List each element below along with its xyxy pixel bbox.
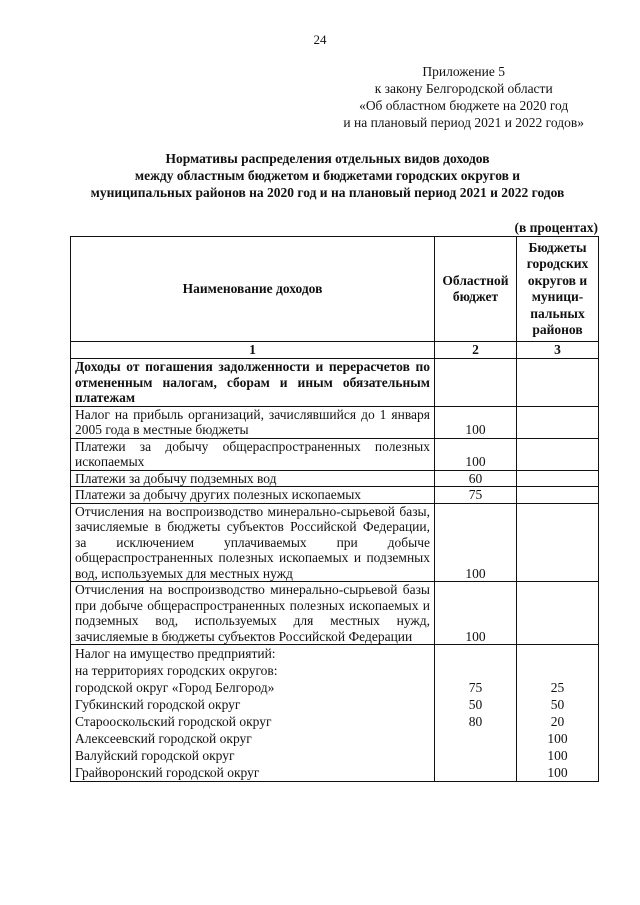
property-tax-subheading: на территориях городских округов: <box>75 663 278 678</box>
revenue-norms-table <box>70 236 599 782</box>
regional-share <box>435 359 517 407</box>
district-name: Алексеевский городской округ <box>75 731 252 746</box>
municipal-share <box>517 487 599 504</box>
municipal-share: 50 <box>550 697 565 712</box>
table-header-row <box>71 237 599 342</box>
revenue-name: Платежи за добычу общераспространенных полезных ископаемых <box>71 438 435 470</box>
appendix-block <box>343 63 584 131</box>
regional-share: 60 <box>435 470 517 487</box>
table-row <box>71 503 599 582</box>
header-text: районов <box>532 322 583 337</box>
district-name: городской округ «Город Белгород» <box>75 680 275 695</box>
header-municipal-budgets <box>517 237 599 342</box>
appendix-line: и на плановый период 2021 и 2022 годов» <box>343 115 584 130</box>
table-row <box>71 582 599 645</box>
revenue-name: Доходы от погашения задолженности и перерасчетов по отмененным налогам, сборам и иным обязательным платежам <box>71 359 435 407</box>
property-tax-names <box>71 645 435 782</box>
municipal-share: 100 <box>547 748 568 763</box>
appendix-line: «Об областном бюджете на 2020 год <box>359 98 569 113</box>
municipal-share: 100 <box>547 731 568 746</box>
regional-share <box>439 764 512 781</box>
header-text: муници- <box>531 289 584 304</box>
district-name: Грайворонский городской округ <box>75 765 260 780</box>
table-row <box>71 438 599 470</box>
column-number: 1 <box>71 342 435 359</box>
header-text: бюджет <box>452 289 499 304</box>
regional-share: 100 <box>435 438 517 470</box>
district-name: Губкинский городской округ <box>75 697 241 712</box>
regional-share <box>439 730 512 747</box>
district-name: Старооскольский городской округ <box>75 714 272 729</box>
municipal-share: 100 <box>547 765 568 780</box>
regional-share: 80 <box>468 714 483 729</box>
regional-share: 100 <box>435 503 517 582</box>
regional-share: 75 <box>435 487 517 504</box>
column-number: 2 <box>435 342 517 359</box>
header-text: округов и <box>527 272 588 288</box>
revenue-name: Платежи за добычу подземных вод <box>71 470 435 487</box>
regional-share: 100 <box>435 582 517 645</box>
appendix-line: Приложение 5 <box>422 64 505 79</box>
district-name: Валуйский городской округ <box>75 748 235 763</box>
appendix-line: к закону Белгородской области <box>374 81 553 96</box>
municipal-share: 20 <box>550 714 565 729</box>
revenue-name: Отчисления на воспроизводство минерально-сырьевой базы, зачисляемые в бюджеты субъектов Российской Федерации, за исключением уплачиваемых при добыче общераспространенных полезных ископаемых и подземных вод, используемых для местных нужд <box>71 503 435 582</box>
municipal-share <box>517 438 599 470</box>
regional-share: 50 <box>468 697 483 712</box>
revenue-name: Отчисления на воспроизводство минерально-сырьевой базы при добыче общераспространенных полезных ископаемых и подземных вод, используемых для местных нужд, зачисляемые в бюджеты субъектов Российской Федерации <box>71 582 435 645</box>
municipal-share <box>517 359 599 407</box>
column-number: 3 <box>517 342 599 359</box>
units-note: (в процентах) <box>514 220 598 235</box>
header-regional-budget <box>435 237 517 342</box>
municipal-share <box>517 406 599 438</box>
page-number: 24 <box>313 32 327 47</box>
title-line: Нормативы распределения отдельных видов доходов <box>165 151 490 166</box>
property-tax-heading: Налог на имущество предприятий: <box>75 646 276 661</box>
table-row <box>71 487 599 504</box>
document-title <box>40 150 615 201</box>
header-text: Областной <box>442 272 509 288</box>
regional-share: 75 <box>468 680 483 695</box>
municipal-share <box>517 503 599 582</box>
table-row <box>71 359 599 407</box>
header-text: пальных <box>530 305 585 321</box>
header-text: городских <box>526 256 589 271</box>
municipal-share <box>517 582 599 645</box>
title-line: между областным бюджетом и бюджетами городских округов и <box>134 168 521 183</box>
property-tax-regional-values <box>435 645 517 782</box>
regional-share: 100 <box>435 406 517 438</box>
header-text: Бюджеты <box>528 239 587 255</box>
revenue-name: Налог на прибыль организаций, зачислявшийся до 1 января 2005 года в местные бюджеты <box>71 406 435 438</box>
column-number-row <box>71 342 599 359</box>
table-row-property-tax <box>71 645 599 782</box>
municipal-share: 25 <box>550 680 565 695</box>
property-tax-municipal-values <box>517 645 599 782</box>
revenue-name: Платежи за добычу других полезных ископаемых <box>71 487 435 504</box>
title-line: муниципальных районов на 2020 год и на плановый период 2021 и 2022 годов <box>90 185 565 200</box>
table-row <box>71 470 599 487</box>
municipal-share <box>517 470 599 487</box>
regional-share <box>439 747 512 764</box>
header-revenue-name: Наименование доходов <box>71 237 435 342</box>
table-row <box>71 406 599 438</box>
